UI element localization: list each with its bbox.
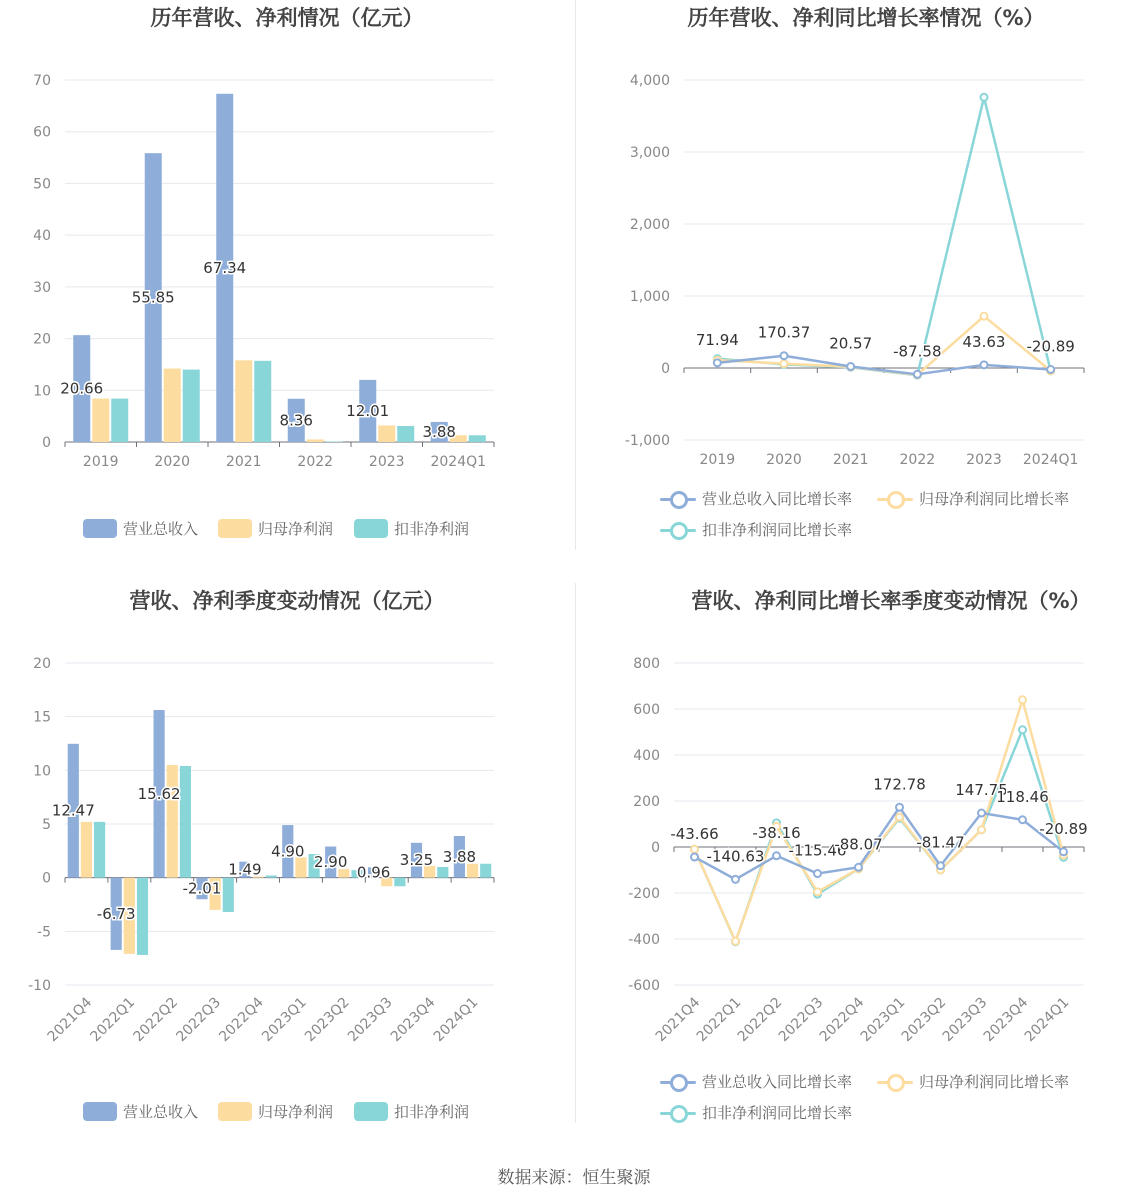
legend-q-netprofit[interactable] [218,1101,333,1122]
c4-xtick-label: 2024Q1 [1021,994,1073,1046]
c4-xtick-label: 2022Q4 [816,994,868,1046]
c3-data-label: 1.49 [228,860,262,879]
legend-q-netprofit-label: 归母净利润 [258,1103,334,1121]
c3-xtick-label: 2023Q3 [344,994,396,1046]
c1-bar-deducted [111,399,128,442]
c3-xtick-label: 2024Q1 [430,994,482,1046]
legend-q-revenue-growth[interactable] [660,1071,852,1092]
c1-ytick-label: 70 [33,73,51,89]
c2-xtick-label: 2021 [832,452,869,468]
c3-xtick-label: 2022Q4 [216,994,267,1046]
legend-q-netprofit-growth[interactable] [877,1071,1069,1092]
c3-xtick-label: 2021Q4 [44,994,96,1046]
c2-xtick-label: 2024Q1 [1022,452,1079,468]
c4-point-netprofit [691,846,698,853]
c4-data-label: -81.47 [916,833,965,852]
c2-xtick-label: 2020 [766,452,802,468]
c3-ytick-label: 20 [33,656,51,672]
c4-point-revenue [937,862,944,869]
c1-xtick-label: 2022 [297,454,334,470]
c3-ytick-label: 0 [42,870,51,887]
c2-data-label: -20.89 [1026,337,1075,356]
legend-revenue-label: 营业总收入 [123,520,199,538]
legend-revenue-growth[interactable] [660,488,852,509]
c2-xtick-label: 2023 [966,452,1002,468]
legend-revenue-growth-label: 营业总收入同比增长率 [702,490,853,508]
c2-point-revenue [981,361,988,368]
chart4-title: 营收、净利同比增长率季度变动情况（%） [691,589,1091,613]
c1-bar-netprofit [164,369,181,442]
c2-ytick-label: 2,000 [629,217,670,233]
c3-data-label: 3.25 [399,851,434,870]
legend-q-deducted[interactable] [354,1101,469,1122]
c4-xtick-label: 2022Q2 [734,994,786,1046]
c2-ytick-label: 3,000 [629,145,670,161]
c2-point-deducted [981,94,988,101]
c1-bar-deducted [254,361,271,442]
legend-q-netprofit-growth-label: 归母净利润同比增长率 [919,1073,1070,1091]
c3-data-label: 15.62 [137,784,181,803]
c4-point-netprofit [1019,696,1026,703]
c4-point-netprofit [896,814,903,821]
legend-revenue-swatch [83,519,117,538]
legend-netprofit[interactable] [218,518,333,539]
c4-data-label: -43.66 [670,825,719,844]
c1-bar-netprofit [235,360,252,442]
legend-deducted-growth-swatch [660,520,696,540]
c4-data-label: -115.46 [788,841,847,860]
c4-point-revenue [978,810,985,817]
c2-point-netprofit [781,360,788,367]
c4-point-netprofit [814,888,821,895]
legend-q-revenue[interactable] [83,1101,198,1122]
c2-ytick-label: -1,000 [624,433,670,449]
c4-point-netprofit [732,938,739,945]
c3-xtick-label: 2022Q2 [130,994,182,1046]
c1-ytick-label: 20 [33,331,51,348]
c2-data-label: 170.37 [757,323,811,342]
c4-line-netprofit [695,700,1064,942]
c3-xtick-label: 2022Q1 [87,994,139,1046]
c1-xtick-label: 2024Q1 [430,454,487,470]
c1-data-label: 67.34 [203,258,247,277]
c4-ytick-label: 0 [651,840,660,856]
c3-bar-deducted [437,867,448,878]
c3-ytick-label: 5 [42,817,51,833]
c4-xtick-label: 2023Q4 [980,994,1032,1046]
c3-bar-deducted [266,876,277,878]
legend-revenue-growth-swatch [660,489,696,509]
legend-q-deducted-label: 扣非净利润 [394,1103,470,1121]
c4-data-label: -38.16 [752,823,801,842]
c3-data-label: 12.47 [51,801,95,820]
c3-data-label: 3.88 [442,847,477,866]
chart1-title: 历年营收、净利情况（亿元） [150,6,424,30]
legend-deducted-label: 扣非净利润 [394,520,470,538]
quarterly-growth-panel [574,583,1148,1166]
c4-point-revenue [691,854,698,861]
c3-ytick-label: -5 [37,924,51,941]
c3-bar-deducted [480,864,491,878]
legend-deducted-growth-label: 扣非净利润同比增长率 [702,521,853,539]
legend-q-deducted-growth[interactable] [660,1102,852,1123]
c2-point-revenue [847,363,854,370]
c4-data-label: -88.07 [834,835,883,854]
c1-ytick-label: 40 [33,228,51,245]
c3-data-label: -2.01 [182,879,222,898]
c3-data-label: -6.73 [96,904,136,923]
annual-growth-panel [574,0,1148,583]
legend-q-netprofit-swatch [218,1102,252,1121]
c4-data-label: 172.78 [873,775,926,794]
c4-point-revenue [1060,848,1067,855]
c3-ytick-label: 15 [33,709,51,726]
c2-data-label: 43.63 [962,332,1006,351]
chart2-title: 历年营收、净利同比增长率情况（%） [687,6,1045,30]
c1-ytick-label: 10 [33,383,51,400]
c4-xtick-label: 2023Q1 [857,994,909,1046]
legend-deducted[interactable] [354,518,469,539]
c3-xtick-label: 2023Q2 [302,994,353,1046]
c3-xtick-label: 2022Q3 [173,994,224,1046]
c3-ytick-label: -10 [28,978,51,994]
c1-bar-netprofit [307,439,324,442]
c1-bar-deducted [469,435,486,442]
c4-point-revenue [896,804,903,811]
c4-point-revenue [732,876,739,883]
legend-q-deducted-growth-label: 扣非净利润同比增长率 [702,1104,853,1122]
legend-q-netprofit-growth-swatch [877,1072,913,1092]
c2-point-revenue [914,371,921,378]
c3-data-label: 0.96 [356,863,391,882]
c1-xtick-label: 2021 [225,454,262,470]
chart3-title: 营收、净利季度变动情况（亿元） [129,589,445,613]
c1-data-label: 12.01 [346,401,390,420]
c2-point-revenue [781,352,788,359]
c4-point-revenue [814,870,821,877]
c1-ytick-label: 60 [33,124,51,141]
c4-ytick-label: -400 [628,932,660,948]
c2-data-label: 20.57 [829,334,873,353]
legend-netprofit-growth-swatch [877,489,913,509]
c1-data-label: 8.36 [279,411,313,430]
c4-xtick-label: 2021Q4 [652,994,704,1046]
c3-bar-deducted [137,878,148,955]
c3-bar-deducted [394,878,405,887]
c4-data-label: -140.63 [706,847,765,866]
legend-q-deducted-swatch [354,1102,388,1121]
c4-point-netprofit [978,826,985,833]
legend-netprofit-growth[interactable] [877,488,1069,509]
c1-xtick-label: 2023 [368,454,405,470]
quarterly-revenue-profit-panel [0,583,574,1166]
legend-deducted-swatch [354,519,388,538]
c2-point-netprofit [981,313,988,320]
c4-point-revenue [773,852,780,859]
c1-bar-deducted [326,441,343,442]
c4-ytick-label: 600 [633,702,660,718]
c2-point-revenue [1047,366,1054,373]
c3-xtick-label: 2023Q1 [259,994,310,1046]
c1-bar-deducted [183,370,200,442]
c2-data-label: 71.94 [695,330,739,349]
c4-ytick-label: -600 [628,978,660,994]
c4-xtick-label: 2023Q2 [898,994,950,1046]
c3-bar-netprofit [167,765,178,878]
c3-data-label: 2.90 [313,853,348,872]
c1-data-label: 55.85 [131,288,175,307]
legend-revenue[interactable] [83,518,198,539]
c2-ytick-label: 4,000 [629,73,670,89]
c3-bar-deducted [223,878,234,912]
c4-point-revenue [855,864,862,871]
c4-data-label: 147.75 [955,781,1008,800]
c2-xtick-label: 2022 [899,452,936,468]
c2-xtick-label: 2019 [699,452,736,468]
c2-ytick-label: 1,000 [629,289,670,305]
legend-netprofit-growth-label: 归母净利润同比增长率 [919,490,1070,508]
legend-deducted-growth[interactable] [660,519,852,540]
c4-ytick-label: 800 [633,656,660,672]
c2-ytick-label: 0 [661,361,670,377]
c1-bar-deducted [397,426,414,442]
chart3-svg [0,583,574,1166]
c4-ytick-label: -200 [628,886,660,902]
c3-data-label: 4.90 [271,842,305,861]
c2-data-label: -87.58 [893,342,942,361]
c4-xtick-label: 2022Q3 [775,994,827,1046]
c1-ytick-label: 0 [42,435,51,451]
legend-q-revenue-label: 营业总收入 [123,1103,199,1121]
chart1-svg [0,0,574,583]
c4-data-label: -20.89 [1039,819,1088,838]
c4-point-revenue [1019,816,1026,823]
c2-point-revenue [714,359,721,366]
c3-bar-netprofit [81,822,92,878]
c4-data-label: 118.46 [996,787,1049,806]
legend-q-revenue-growth-swatch [660,1072,696,1092]
c3-bar-deducted [180,766,191,878]
c1-xtick-label: 2020 [154,454,191,470]
c3-ytick-label: 10 [33,763,51,780]
c3-xtick-label: 2023Q4 [387,994,439,1046]
c1-data-label: 20.66 [60,379,104,398]
legend-netprofit-swatch [218,519,252,538]
c1-bar-netprofit [378,425,395,442]
c4-ytick-label: 200 [633,794,660,810]
c1-ytick-label: 30 [33,279,51,296]
annual-revenue-profit-panel [0,0,574,583]
c4-xtick-label: 2023Q3 [939,994,991,1046]
c1-ytick-label: 50 [33,176,51,193]
c4-xtick-label: 2022Q1 [693,994,745,1046]
legend-q-revenue-growth-label: 营业总收入同比增长率 [702,1073,853,1091]
c1-data-label: 3.88 [422,422,456,441]
c1-bar-netprofit [92,399,109,442]
c2-line-revenue [717,356,1050,375]
c4-point-deducted [1019,726,1026,733]
c4-ytick-label: 400 [633,748,660,764]
c3-bar-deducted [94,822,105,878]
legend-netprofit-label: 归母净利润 [258,520,334,538]
legend-q-revenue-swatch [83,1102,117,1121]
data-source-note: 数据来源：恒生聚源 [497,1168,651,1188]
c1-xtick-label: 2019 [82,454,119,470]
legend-q-deducted-growth-swatch [660,1103,696,1123]
